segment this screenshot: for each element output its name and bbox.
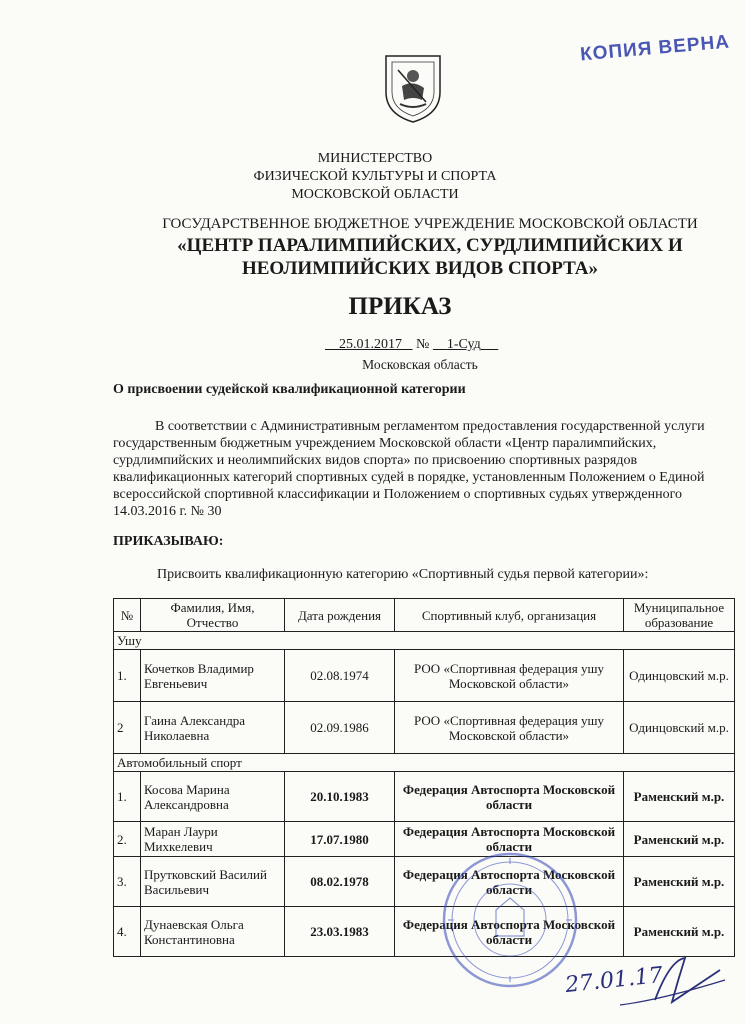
row-municipality: Раменский м.р. [624,907,735,957]
signature-date: 27.01.17 [563,962,665,999]
row-full-name: Гаина Александра Николаевна [141,702,285,754]
row-full-name: Дунаевская Ольга Константиновна [141,907,285,957]
row-birth-date: 02.08.1974 [285,650,395,702]
row-full-name: Прутковский Василий Васильевич [141,857,285,907]
order-number: 1-Суд [446,337,481,352]
order-place: Московская область [362,357,478,372]
row-municipality: Одинцовский м.р. [624,702,735,754]
paragraph-line-3: сурдлимпийских и неолимпийских видов спорта» по присвоению спортивных разрядов [113,453,638,468]
paragraph-line-6: 14.03.2016 г. № 30 [113,504,222,519]
institution-heading: ГОСУДАРСТВЕННОЕ БЮДЖЕТНОЕ УЧРЕЖДЕНИЕ МОСКОВСКОЙ ОБЛАСТИ [162,216,698,232]
row-club: Федерация Автоспорта Московской области [395,772,624,822]
row-full-name: Кочетков Владимир Евгеньевич [141,650,285,702]
row-club: РОО «Спортивная федерация ушу Московской области» [395,702,624,754]
table-row [114,857,735,907]
table-row [114,822,735,857]
official-seal-icon [440,850,580,990]
row-number: 2. [114,822,141,857]
ministry-line-3: МОСКОВСКОЙ ОБЛАСТИ [291,187,459,202]
row-full-name: Маран Лаури Михкелевич [141,822,285,857]
row-municipality: Раменский м.р. [624,772,735,822]
order-date-number [325,337,498,353]
table-row [114,907,735,957]
judges-table [113,598,735,957]
row-club: Федерация Автоспорта Московской области [395,907,624,957]
ministry-heading [180,150,570,204]
row-number: 1. [114,650,141,702]
preamble-paragraph [113,418,735,520]
group-name: Ушу [114,632,735,650]
header-club: Спортивный клуб, организация [395,599,624,632]
order-number-label: № [416,337,430,352]
row-club: Федерация Автоспорта Московской области [395,822,624,857]
group-row-motorsport [114,754,735,772]
order-word: ПРИКАЗЫВАЮ: [113,534,224,549]
paragraph-line-4: квалификационных категорий спортивных судей в порядке, установленным Положением о Единой [113,470,705,485]
center-name-line-2: НЕОЛИМПИЙСКИХ ВИДОВ СПОРТА» [241,258,599,279]
handwritten-signature-icon [560,950,730,1010]
row-full-name: Косова Марина Александровна [141,772,285,822]
row-municipality: Одинцовский м.р. [624,650,735,702]
coat-of-arms-icon [382,52,444,124]
header-birth-date: Дата рождения [285,599,395,632]
group-row-wushu [114,632,735,650]
header-number: № [114,599,141,632]
order-date: 25.01.2017 [339,337,402,352]
row-number: 1. [114,772,141,822]
group-name: Автомобильный спорт [114,754,735,772]
row-number: 2 [114,702,141,754]
center-name-line-1: «ЦЕНТР ПАРАЛИМПИЙСКИХ, СУРДЛИМПИЙСКИХ И [177,235,683,256]
table-header-row [114,599,735,632]
paragraph-line-2: государственным бюджетным учреждением Московской области «Центр паралимпийских, [113,436,657,451]
table-row [114,772,735,822]
document-title: ПРИКАЗ [348,293,452,320]
table-row [114,702,735,754]
copy-verified-stamp: КОПИЯ ВЕРНА [579,31,731,66]
paragraph-line-1: В соответствии с Административным регламентом предоставления государственной услуги [155,419,705,434]
row-birth-date: 17.07.1980 [285,822,395,857]
row-birth-date: 02.09.1986 [285,702,395,754]
row-birth-date: 20.10.1983 [285,772,395,822]
row-birth-date: 23.03.1983 [285,907,395,957]
order-subject: О присвоении судейской квалификационной категории [113,382,466,397]
row-birth-date: 08.02.1978 [285,857,395,907]
row-municipality: Раменский м.р. [624,822,735,857]
row-number: 3. [114,857,141,907]
ministry-line-1: МИНИСТЕРСТВО [317,151,433,166]
paragraph-line-5: всероссийской спортивной классификации и Положением о спортивных судьях утвержденного [113,487,682,502]
ministry-line-2: ФИЗИЧЕСКОЙ КУЛЬТУРЫ И СПОРТА [253,169,497,184]
header-full-name: Фамилия, Имя, Отчество [141,599,285,632]
row-club: РОО «Спортивная федерация ушу Московской области» [395,650,624,702]
row-number: 4. [114,907,141,957]
table-row [114,650,735,702]
assign-statement: Присвоить квалификационную категорию «Спортивный судья первой категории»: [157,567,649,582]
header-municipality: Муниципальное образование [624,599,735,632]
row-municipality: Раменский м.р. [624,857,735,907]
row-club: Федерация Автоспорта Московской области [395,857,624,907]
